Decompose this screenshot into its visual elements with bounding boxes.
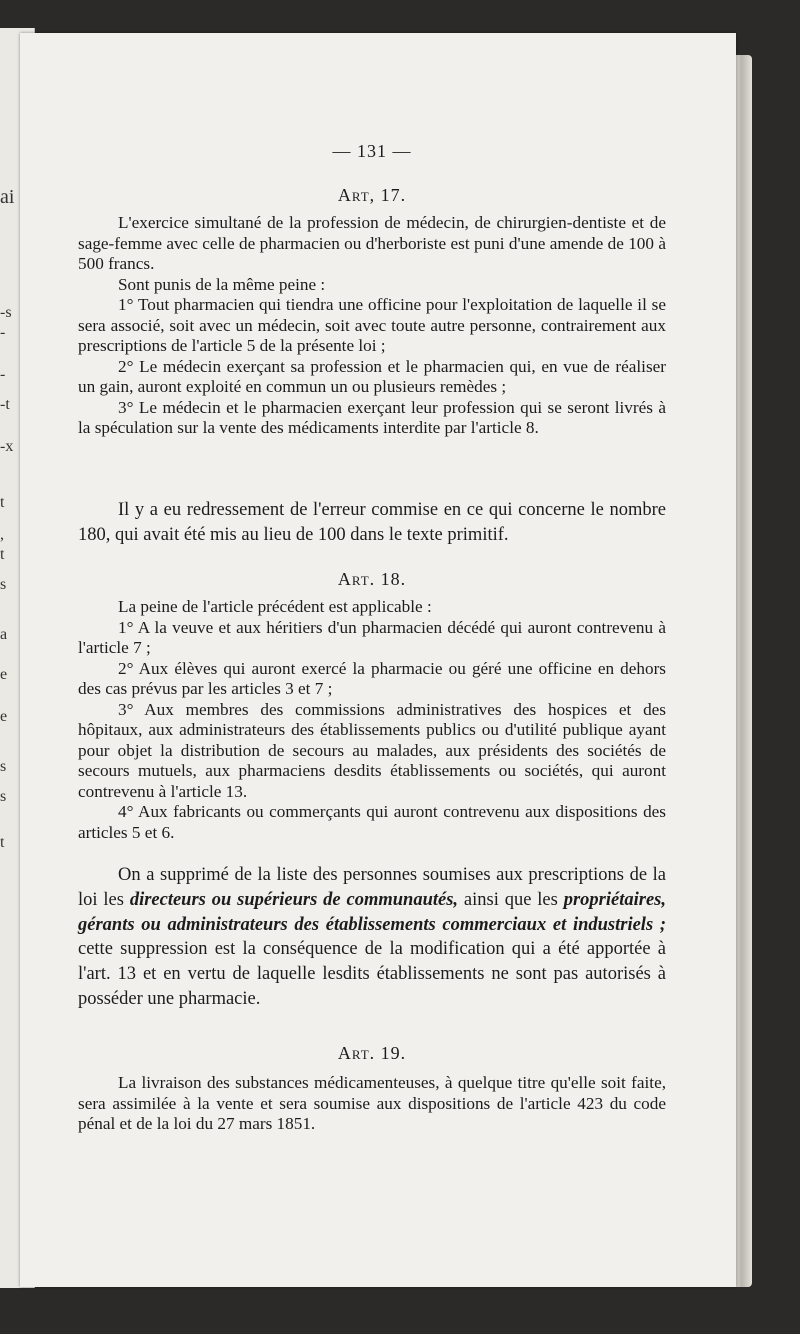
note-suppression xyxy=(78,863,666,1012)
art19-body xyxy=(78,1073,666,1135)
art18-paragraph: 1° A la veuve et aux héritiers d'un pharmacien décédé qui auront contrevenu à l'article 7 ; xyxy=(78,617,666,657)
art18-paragraph: La peine de l'article précédent est applicable : xyxy=(118,597,432,616)
margin-fragment: t xyxy=(0,546,5,563)
margin-fragment: - xyxy=(0,324,6,341)
note-text: cette suppression est la conséquence de la modification qui a été apportée à l'art. 13 et en vertu de laquelle lesdits établissements ne sont pas autorisés à posséder une pharmacie. xyxy=(78,939,666,1009)
margin-fragment: s xyxy=(0,576,7,593)
margin-fragment: , xyxy=(0,526,4,543)
art18-paragraph: 3° Aux membres des commissions administratives des hospices et des hôpitaux, aux administrateurs des établissements publics ou d'utilité publique ayant pour objet la distribution de secours au malades, aux présidents des sociétés de secours mutuels, aux pharmaciens desdits établissements ou sociétés, qui auront contrevenu à l'article 13. xyxy=(78,699,666,801)
art18-paragraph: 4° Aux fabricants ou commerçants qui auront contrevenu aux dispositions des articles 5 et 6. xyxy=(78,802,666,842)
art17-paragraph: L'exercice simultané de la profession de médecin, de chirurgien-dentiste et de sage-femme avec celle de pharmacien ou d'herboriste est puni d'une amende de 100 à 500 francs. xyxy=(78,213,666,273)
margin-fragment: t xyxy=(0,834,5,851)
margin-fragment: s xyxy=(0,788,7,805)
art19-heading: Art. 19. xyxy=(337,1043,407,1063)
margin-fragment: e xyxy=(0,666,8,683)
margin-fragment: a xyxy=(0,626,8,643)
margin-fragment: -t xyxy=(0,396,10,413)
art17-paragraph: Sont punis de la même peine : xyxy=(118,274,326,294)
art17-paragraph: 2° Le médecin exerçant sa profession et le pharmacien qui, en vue de réaliser un gain, auront exploité en commun un ou plusieurs remèdes ; xyxy=(78,356,666,396)
art18-body xyxy=(78,597,666,843)
page-number: — 131 — xyxy=(332,141,412,161)
note-italic: directeurs ou supérieurs de communautés, xyxy=(129,889,459,910)
note-redressement xyxy=(78,498,666,548)
margin-fragment: - xyxy=(0,366,6,383)
margin-fragment: -x xyxy=(0,438,14,455)
note-text: ainsi que les xyxy=(458,889,564,910)
art19-paragraph: La livraison des substances médicamenteuses, à quelque titre qu'elle soit faite, sera assimilée à la vente et sera soumise aux dispositions de l'article 423 du code pénal et de la loi du 27 mars 1851. xyxy=(78,1073,666,1133)
note-paragraph: Il y a eu redressement de l'erreur commise en ce qui concerne le nombre 180, qui avait été mis au lieu de 100 dans le texte primitif. xyxy=(78,500,666,545)
art18-paragraph: 2° Aux élèves qui auront exercé la pharmacie ou géré une officine en dehors des cas prévus par les articles 3 et 7 ; xyxy=(78,658,666,698)
book-page xyxy=(20,33,736,1287)
note-paragraph xyxy=(78,863,666,1012)
art17-heading: Art, 17. xyxy=(337,185,407,205)
note-text: On a supprimé de la liste des personnes soumises aux prescriptions de la loi les xyxy=(78,865,666,910)
art18-heading: Art. 18. xyxy=(337,569,407,589)
note-italic: propriétaires, gérants ou administrateurs des établissements commerciaux et industriels ; xyxy=(78,889,666,935)
margin-fragment: e xyxy=(0,708,8,725)
art17-paragraph: 1° Tout pharmacien qui tiendra une officine pour l'exploitation de laquelle il se sera associé, soit avec un médecin, soit avec toute autre personne, contrairement aux prescriptions de l'article 5 de la présente loi ; xyxy=(78,295,666,355)
margin-fragment: t xyxy=(0,494,5,511)
margin-fragment: -s xyxy=(0,304,12,321)
art17-paragraph: 3° Le médecin et le pharmacien exerçant leur profession qui se seront livrés à la spéculation sur la vente des médicaments interdite par l'article 8. xyxy=(78,397,666,437)
margin-fragment: ai xyxy=(0,186,15,208)
margin-fragment: s xyxy=(0,758,7,775)
art17-body xyxy=(78,213,666,439)
